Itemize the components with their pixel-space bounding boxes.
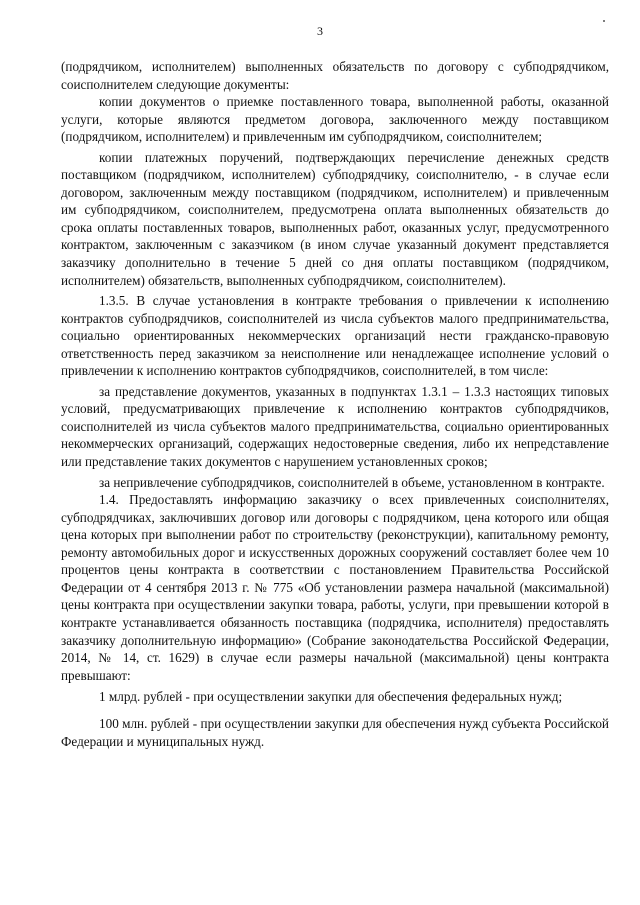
scan-speck [603,20,605,22]
paragraph-1-3-5: 1.3.5. В случае установления в контракте требования о привлечении к исполнению контрактов субподрядчиков, соисполнителей из числа субъектов малого предпринимательства, социально ориентированных некоммерческих организаций нести гражданско-правовую ответственность перед заказчиком за неисполнение или ненадлежащее исполнение условий о привлечении к исполнению контрактов субподрядчиков, соисполнителей, в том числе: [61,293,609,379]
paragraph-document-liability: за представление документов, указанных в подпунктах 1.3.1 – 1.3.3 настоящих типовых условий, предусматривающих привлечение к исполнению контрактов субподрядчиков, соисполнителей из числа субъектов малого предпринимательства, социально ориентированных некоммерческих организаций, содержащих недостоверные сведения, либо их непредставление или представление таких документов с нарушением установленных сроков; [61,383,609,470]
paragraph-non-engagement: за непривлечение субподрядчиков, соисполнителей в объеме, установленном в контракте. [99,474,605,490]
paragraph-regional-needs: 100 млн. рублей - при осуществлении закупки для обеспечения нужд субъекта Российской Федерации и муниципальных нужд. [61,716,609,749]
paragraph-1-4: 1.4. Предоставлять информацию заказчику о всех привлеченных соисполнителях, субподрядчиках, заключивших договор или договоры с подрядчиком, цена которого или общая цена которых при выполнении работ по строительству (реконструкции), капитальному ремонту, ремонту автомобильных дорог и искусственных дорожных сооружений составляет более чем 10 процентов цены контракта в соответствии с постановлением Правительства Российской Федерации от 4 сентября 2013 г. № 775 «Об установлении размера начальной (максимальной) цены контракта при осуществлении закупки товара, работы, услуги, при превышении которой в контракте устанавливается обязанность поставщика (подрядчика, исполнителя) предоставлять заказчику дополнительную информацию» (Собрание законодательства Российской Федерации, 2014, № 14, ст. 1629) в случае если размеры начальной (максимальной) цены контракта превышают: [61,492,609,683]
paragraph-federal-needs: 1 млрд. рублей - при осуществлении закупки для обеспечения федеральных нужд; [99,689,563,705]
paragraph-acceptance-documents: копии документов о приемке поставленного товара, выполненной работы, оказанной услуги, которые являются предметом договора, заключенного между поставщиком (подрядчиком, исполнителем) и привлеченным им субподрядчиком, соисполнителем; [61,94,609,145]
paragraph-continuation: (подрядчиком, исполнителем) выполненных обязательств по договору с субподрядчиком, соисполнителем следующие документы: [61,59,609,92]
document-body [61,58,609,750]
paragraph-payment-orders: копии платежных поручений, подтверждающих перечисление денежных средств поставщиком (подрядчиком, исполнителем) субподрядчику, соисполнителю, - в случае если договором, заключенным между поставщиком (подрядчиком, исполнителем) и привлеченным им субподрядчиком, соисполнителем, предусмотрена оплата выполненных обязательств до срока оплаты поставленных товаров, выполненных работ, оказанных услуг, предусмотренного контрактом, заключенным с заказчиком (в ином случае указанный документ представляется заказчику дополнительно в течение 5 дней со дня оплаты поставщиком (подрядчиком, исполнителем) обязательств, выполненных субподрядчиком, соисполнителем). [61,149,609,288]
page-number: 3 [317,24,323,38]
